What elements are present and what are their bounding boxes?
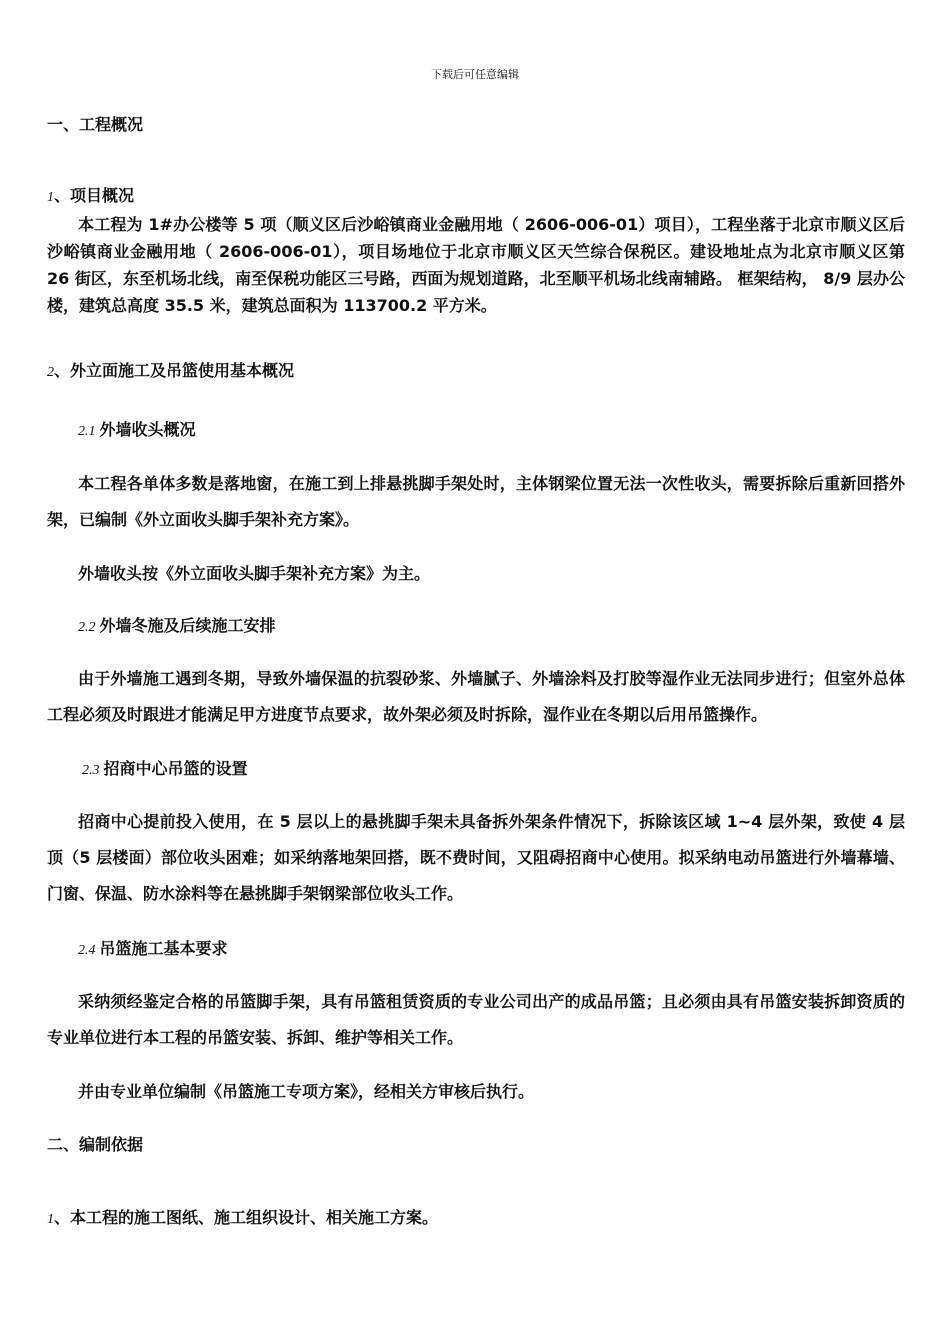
winter-construction-paragraph: 由于外墙施工遇到冬期，导致外墙保温的抗裂砂浆、外墙腻子、外墙涂料及打胶等湿作业无法同步进行；但室外总体工程必须及时跟进才能满足甲方进度节点要求，故外架必须及时拆除，湿作业在冬期以后用吊篮操作。 xyxy=(47,669,905,724)
header-note: 下载后可任意编辑 xyxy=(431,68,519,81)
item-number: 2.4 xyxy=(78,943,96,958)
item-number: 2.1 xyxy=(78,424,96,439)
item-heading-2-4 xyxy=(78,935,228,964)
project-overview-paragraph: 本工程为 1#办公楼等 5 项（顺义区后沙峪镇商业金融用地（ 2606-006-01）项目），工程坐落于北京市顺义区后沙峪镇商业金融用地（ 2606-006-01），项目场地位于北京市顺义区天竺综合保税区。建设地址点为北京市顺义区第 26 街区，东至机场北线，南至保税功能区三号路，西面为规划道路，北至顺平机场北线南辅路。 框架结构， 8/9 层办公楼，建筑总高度 35.5 米，建筑总面积为 113700.2 平方米。 xyxy=(47,215,905,315)
item-heading-2-2 xyxy=(78,612,276,641)
gondola-requirements-paragraph: 采纳须经鉴定合格的吊篮脚手架，具有吊篮租赁资质的专业公司出产的成品吊篮；且必须由具有吊篮安装拆卸资质的专业单位进行本工程的吊篮安装、拆卸、维护等相关工作。 xyxy=(47,992,905,1047)
subsection-title: 、本工程的施工图纸、施工组织设计、相关施工方案。 xyxy=(54,1208,439,1227)
item-title: 外墙冬施及后续施工安排 xyxy=(99,616,276,635)
subsection-number: 1 xyxy=(47,1212,54,1227)
subsection-title: 、外立面施工及吊篮使用基本概况 xyxy=(54,361,295,380)
subsection-number: 2 xyxy=(47,365,54,380)
exterior-closure-paragraph: 本工程各单体多数是落地窗，在施工到上排悬挑脚手架处时，主体钢梁位置无法一次性收头，需要拆除后重新回搭外架，已编制《外立面收头脚手架补充方案》。 xyxy=(47,474,905,529)
item-number: 2.3 xyxy=(82,763,100,778)
section-heading-2: 二、编制依据 xyxy=(47,1135,144,1154)
subsection-heading-1-2 xyxy=(47,357,294,386)
exterior-closure-note: 外墙收头按《外立面收头脚手架补充方案》为主。 xyxy=(78,564,431,583)
item-number: 2.2 xyxy=(78,620,96,635)
merchant-center-paragraph: 招商中心提前投入使用，在 5 层以上的悬挑脚手架未具备拆外架条件情况下，拆除该区域 1~4 层外架，致使 4 层顶（5 层楼面）部位收头困难；如采纳落地架回搭，既不费时间，又阻碍招商中心使用。拟采纳电动吊篮进行外墙幕墙、门窗、保温、防水涂料等在悬挑脚手架钢梁部位收头工作。 xyxy=(47,812,905,903)
subsection-heading-1-1 xyxy=(47,182,134,211)
subsection-title: 、项目概况 xyxy=(54,186,135,205)
item-title: 招商中心吊篮的设置 xyxy=(103,759,248,778)
item-heading-2-3 xyxy=(82,755,248,784)
subsection-number: 1 xyxy=(47,190,54,205)
section-heading-1: 一、工程概况 xyxy=(47,115,144,134)
gondola-plan-note: 并由专业单位编制《吊篮施工专项方案》，经相关方审核后执行。 xyxy=(78,1082,535,1101)
subsection-heading-2-1 xyxy=(47,1204,438,1233)
item-heading-2-1 xyxy=(78,416,196,445)
item-title: 吊篮施工基本要求 xyxy=(99,939,228,958)
item-title: 外墙收头概况 xyxy=(99,420,196,439)
